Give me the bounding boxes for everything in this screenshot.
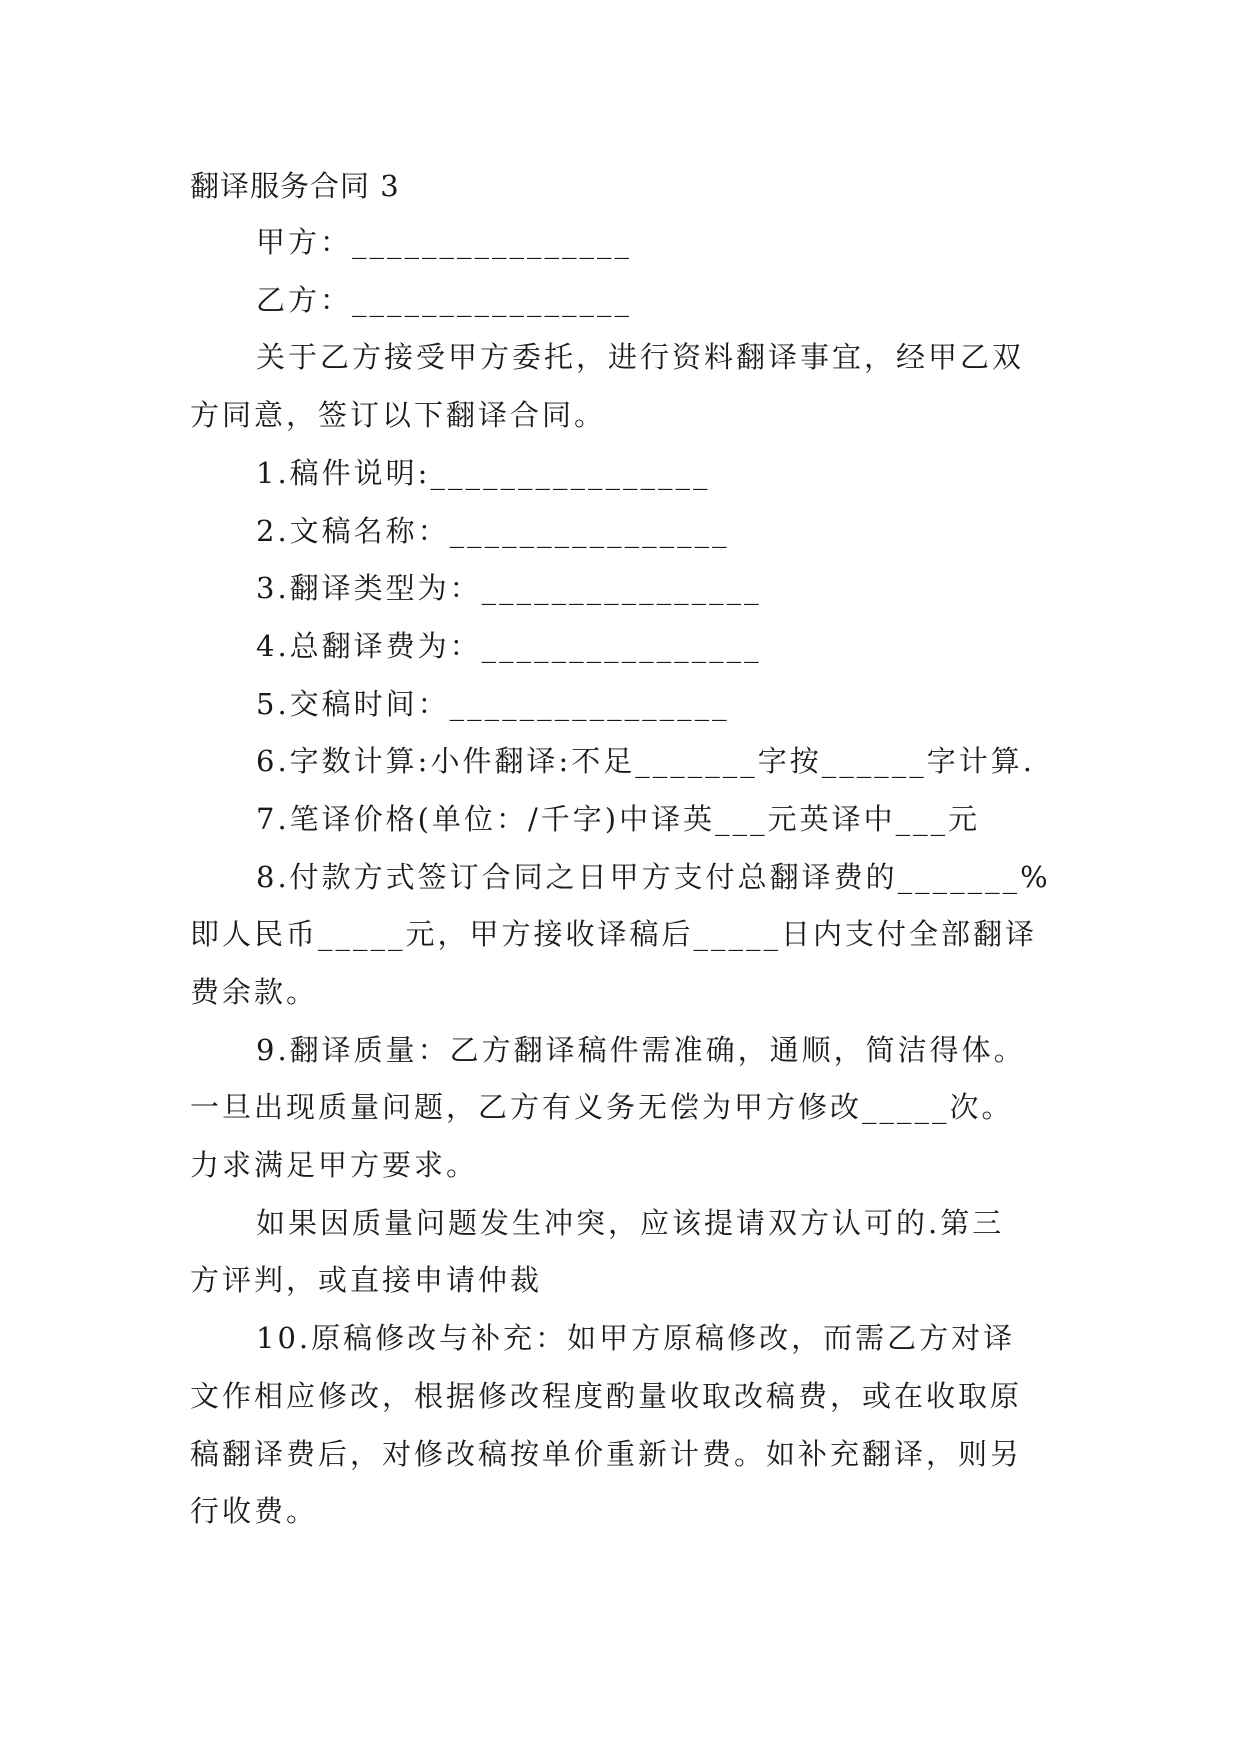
party-a-line: 甲方：________________ — [256, 225, 633, 259]
intro-paragraph-line: 关于乙方接受甲方委托，进行资料翻译事宜，经甲乙双 — [256, 340, 1025, 374]
clause-7: 7.笔译价格(单位：/千字)中译英___元英译中___元 — [256, 802, 981, 836]
party-b-line: 乙方：________________ — [256, 283, 633, 317]
clause-10-line: 行收费。 — [190, 1494, 319, 1528]
clause-5: 5.交稿时间：________________ — [256, 687, 730, 721]
dispute-paragraph-line: 方评判，或直接申请仲裁 — [190, 1263, 543, 1297]
clause-9-line: 力求满足甲方要求。 — [190, 1148, 479, 1182]
clause-9-line: 一旦出现质量问题，乙方有义务无偿为甲方修改_____次。 — [190, 1090, 1014, 1124]
intro-paragraph-line: 方同意，签订以下翻译合同。 — [190, 398, 607, 432]
document-title: 翻译服务合同 3 — [190, 169, 400, 203]
clause-4: 4.总翻译费为：________________ — [256, 629, 762, 663]
clause-9-line: 9.翻译质量：乙方翻译稿件需准确，通顺，简洁得体。 — [256, 1033, 1026, 1067]
clause-8-line: 即人民币_____元，甲方接收译稿后_____日内支付全部翻译 — [190, 917, 1038, 951]
clause-1: 1.稿件说明:________________ — [256, 456, 711, 490]
clause-8-line: 8.付款方式签订合同之日甲方支付总翻译费的_______% — [256, 860, 1051, 894]
clause-3: 3.翻译类型为：________________ — [256, 571, 762, 605]
clause-2: 2.文稿名称：________________ — [256, 514, 730, 548]
clause-10-line: 稿翻译费后，对修改稿按单价重新计费。如补充翻译，则另 — [190, 1437, 1023, 1471]
dispute-paragraph-line: 如果因质量问题发生冲突，应该提请双方认可的.第三 — [256, 1206, 1005, 1240]
clause-10-line: 文作相应修改，根据修改程度酌量收取改稿费，或在收取原 — [190, 1379, 1023, 1413]
clause-6: 6.字数计算:小件翻译:不足_______字按______字计算. — [256, 744, 1035, 778]
clause-8-line: 费余款。 — [190, 975, 319, 1009]
clause-10-line: 10.原稿修改与补充：如甲方原稿修改，而需乙方对译 — [256, 1321, 1016, 1355]
